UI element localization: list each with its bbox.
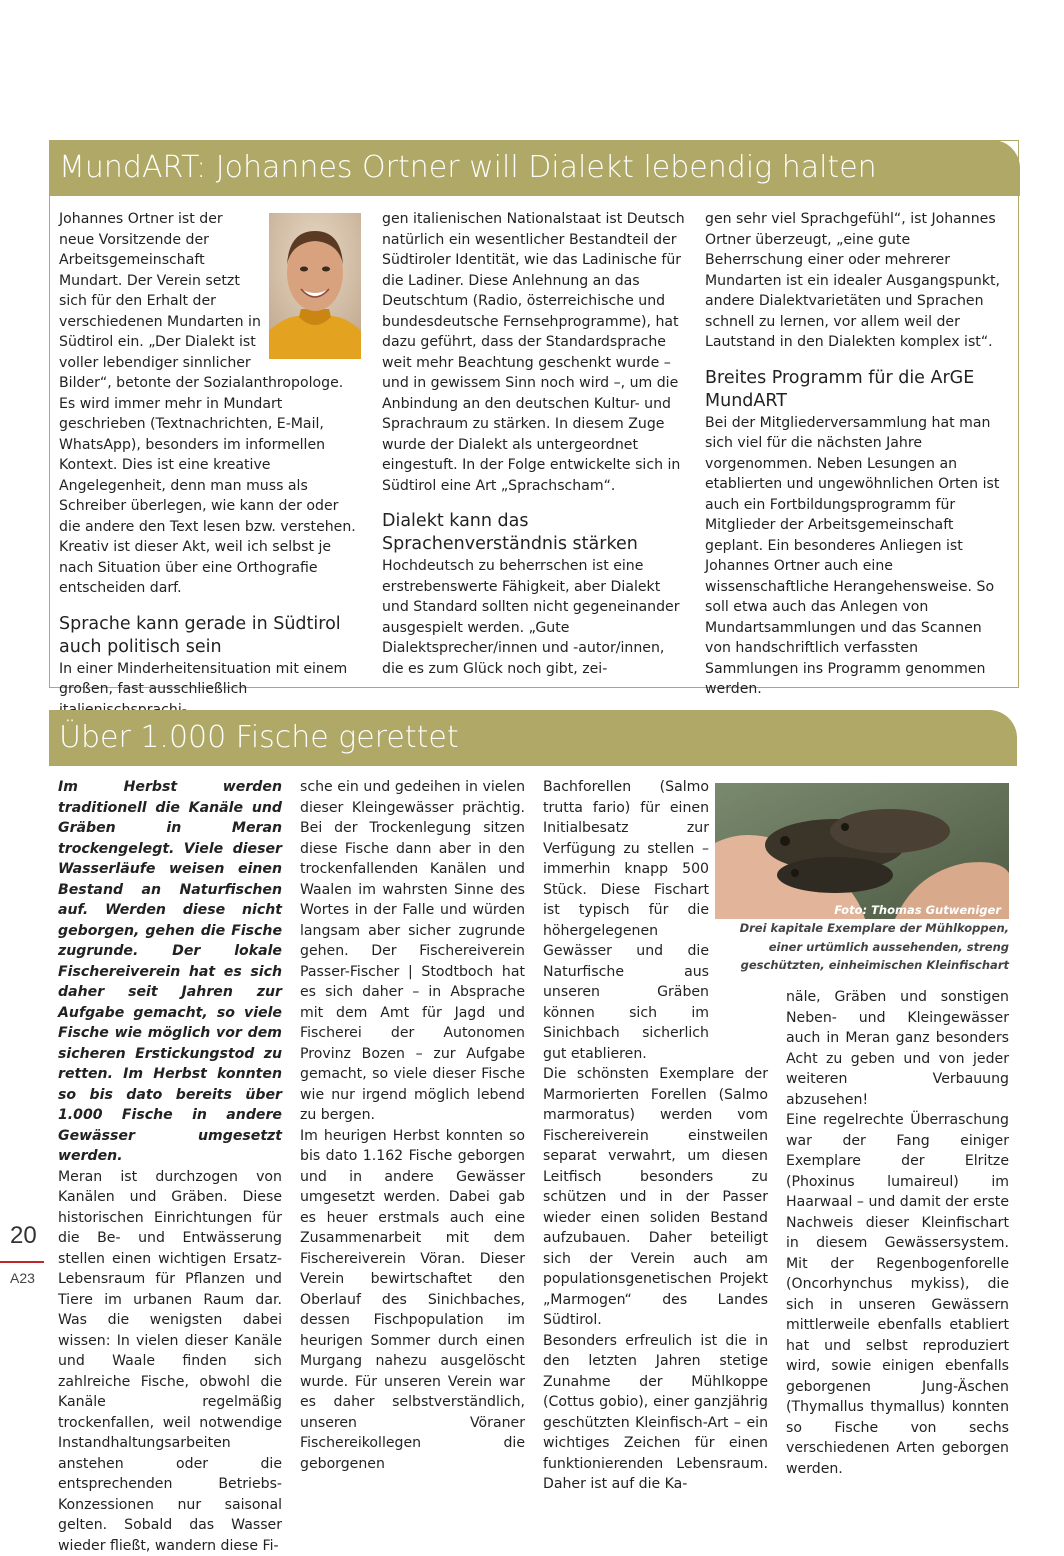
page-number: 20 bbox=[10, 1222, 37, 1250]
article-title: MundART: Johannes Ortner will Dialekt lebendig halten bbox=[49, 140, 1020, 196]
photo-caption: Drei kapitale Exemplare der Mühlkoppen, einer urtümlich aussehenden, streng geschützten, einheimischen Kleinfischart bbox=[715, 919, 1009, 975]
paragraph: Es wird immer mehr in Mundart geschrieben (Textnachrichten, E-Mail, WhatsApp), besonders im informellen Kontext. Dies ist eine kreative Angelegenheit, denn man muss als Schreiber überlegen, wie kann der oder die andere den Text lesen bzw. verstehen. Kreativ ist dieser Akt, weil ich selbst je nach Situation über eine Orthografie entscheiden darf. bbox=[59, 394, 361, 599]
photo-credit: Foto: Thomas Gutweniger bbox=[834, 903, 1001, 917]
portrait-photo bbox=[269, 213, 361, 359]
paragraph: Meran ist durchzogen von Kanälen und Gräben. Diese historischen Einrichtungen für die Be- und Entwässerung stellen einen wichtigen Ersatz-Lebensraum für Pflanzen und Tiere im urbanen Raum dar. Was die wenigsten dabei wissen: In vielen dieser Kanäle und Waale finden sich zahlreiche Fische, obwohl die Kanäle regelmäßig trockenfallen, weil notwendige Instandhaltungsarbeiten anstehen oder die entsprechenden Betriebs-Konzessionen nur saisonal gelten. Sobald das Wasser wieder fließt, wandern diese Fi- bbox=[58, 1167, 282, 1556]
paragraph: Hochdeutsch zu beherrschen ist eine erstrebenswerte Fähigkeit, aber Dialekt und Standard sollten nicht gegeneinander ausgespielt werden. „Gute Dialektsprecher/innen und -autor/innen, die es zum Glück noch gibt, zei- bbox=[382, 556, 688, 679]
paragraph: näle, Gräben und sonstigen Neben- und Kleingewässer auch in Meran ganz besonders Acht zu geben und von jeder weiteren Verbauung abzusehen! bbox=[786, 987, 1009, 1110]
page-number-rule bbox=[0, 1261, 44, 1263]
subheading: Dialekt kann das Sprachenverständnis stärken bbox=[382, 510, 688, 556]
paragraph: Die schönsten Exemplare der Marmorierten Forellen (Salmo marmoratus) werden vom Fischereiverein einstweilen separat verwahrt, um diesen Leitfisch besonders zu schützen und in der Passer wieder einen soliden Bestand aufzubauen. Daher beteiligt sich der Verein auch am populationsgenetischen Projekt „Marmogen“ des Landes Südtirol. bbox=[543, 1064, 768, 1331]
paragraph: Bachforellen (Salmo trutta fario) für einen Initialbesatz zur Verfügung zu stellen – immerhin knapp 500 Stück. Diese Fischart ist typisch für die höhergelegenen Gewässer und die Naturfische aus unseren Gräben können sich im Sinichbach sicherlich gut etablieren. bbox=[543, 777, 709, 1064]
paragraph: Eine regelrechte Überraschung war der Fang einiger Exemplare der Elritze (Phoxinus lumaireul) im Haarwaal – und damit der erste Nachweis dieser Kleinfischart in diesem Gewässersystem. Mit der Regenbogenforelle (Oncorhynchus mykiss), die sich in unseren Gewässern mittlerweile ebenfalls etabliert hat und selbst reproduziert wird, sowie einigen ebenfalls geborgenen Jung-Äschen (Thymallus thymallus) konnten so Fische von sechs verschiedenen Arten geborgen werden. bbox=[786, 1110, 1009, 1479]
article-column-2 bbox=[300, 777, 525, 1474]
paragraph: sche ein und gedeihen in vielen dieser Kleingewässer prächtig. Bei der Trockenlegung sitzen diese Fische dann aber in den trockenfallenden Kanälen und Waalen im wahrsten Sinne des Wortes in der Falle und würden langsam aber sicher zugrunde gehen. Der Fischereiverein Passer-Fischer | Stodtboch hat es sich daher – in Absprache mit dem Amt für Jagd und Fischerei der Autonomen Provinz Bozen – zur Aufgabe gemacht, so viele dieser Fische wie nur irgend möglich lebend zu bergen. bbox=[300, 777, 525, 1126]
paragraph: In einer Minderheitensituation mit einem großen, fast ausschließlich bbox=[59, 659, 361, 721]
paragraph: gen sehr viel Sprachgefühl“, ist Johannes Ortner überzeugt, „eine gute Beherrschung einer oder mehrerer Mundarten ist ein idealer Ausgangspunkt, andere Dialektvarietäten und Sprachen schnell zu lernen, vor allem weil der Lautstand in den Dialekten komplex ist“. bbox=[705, 209, 1009, 353]
paragraph: gen italienischen Nationalstaat ist Deutsch natürlich ein wesentlicher Bestandteil der Südtiroler Identität, wie das Ladinische für die Ladiner. Diese Anlehnung an das Deutschtum (Radio, österreichische und bundesdeutsche Fernsehprogramme), hat dazu geführt, dass der Standardsprache weit mehr Beachtung geschenkt wurde – und in gewissem Sinn noch wird –, um die Anbindung an den deutschen Kultur- und Sprachraum zu stärken. In diesem Zuge wurde der Dialekt als untergeordnet eingestuft. In der Folge entwickelte sich in Südtirol eine Art „Sprachscham“. bbox=[382, 209, 688, 496]
article-mundart bbox=[49, 140, 1019, 688]
subheading: Sprache kann gerade in Südtirol auch politisch sein bbox=[59, 613, 361, 659]
lead-paragraph: Im Herbst werden traditionell die Kanäle und Gräben in Meran trockengelegt. Viele dieser Wasserläufe weisen einen Bestand an Naturfischen auf. Werden diese nicht geborgen, gehen die Fische zugrunde. Der lokale Fischereiverein hat es sich daher seit Jahren zur Aufgabe gemacht, so viele Fische wie möglich vor dem sicheren Erstickungstod zu retten. Im Herbst konnten so bis dato bereits über 1.000 Fische in andere Gewässer umgesetzt werden. bbox=[58, 777, 282, 1167]
fish-photo-image bbox=[715, 783, 1009, 919]
paragraph: Besonders erfreulich ist die in den letzten Jahren stetige Zunahme der Mühlkoppe (Cottus gobio), einer ganzjährig geschützten Kleinfisch-Art – ein wichtiges Zeichen für einen funktionierenden Lebensraum. Daher ist auf die Ka- bbox=[543, 1331, 768, 1495]
article-column-3 bbox=[705, 209, 1009, 700]
fish-photo bbox=[715, 783, 1009, 919]
page-code: A23 bbox=[10, 1270, 35, 1286]
article-title: Über 1.000 Fische gerettet bbox=[49, 710, 1017, 766]
paragraph: Im heurigen Herbst konnten so bis dato 1.162 Fische geborgen und in andere Gewässer umgesetzt werden. Dabei gab es heuer erstmals auch eine Zusammenarbeit mit dem Fischereiverein Vöran. Dieser Verein bewirtschaftet den Oberlauf des Sinichbaches, dessen Fischpopulation im heurigen Sommer durch einen Murgang nahezu ausgelöscht wurde. Für unseren Verein war es daher selbstverständlich, unseren Vöraner Fischereikollegen die geborgenen bbox=[300, 1126, 525, 1475]
article-column-1 bbox=[59, 209, 361, 720]
subheading: Breites Programm für die ArGE MundART bbox=[705, 367, 1009, 413]
article-fische bbox=[49, 710, 1019, 1470]
article-column-4 bbox=[786, 987, 1009, 1479]
article-column-2 bbox=[382, 209, 688, 679]
paragraph: Johannes Ortner ist der neue Vorsitzende der Arbeitsgemeinschaft Mundart. Der Verein setzt sich für den Erhalt der verschiedenen Mundarten in Südtirol ein. „Der Dialekt ist voller lebendiger sinnlicher Bilder“, betonte der Sozialanthropologe. bbox=[59, 209, 361, 394]
paragraph: Bei der Mitgliederversammlung hat man sich viel für die nächsten Jahre vorgenommen. Neben Lesungen an etablierten und ungewöhnlichen Orten ist auch ein Fortbildungsprogramm für Mitglieder der Arbeitsgemeinschaft geplant. Ein besonderes Anliegen ist Johannes Ortner auch eine wissenschaftliche Herangehensweise. So soll etwa auch das Anlegen von Mundartsammlungen und das Scannen von handschriftlich verfassten Sammlungen ins Programm genommen werden. bbox=[705, 413, 1009, 700]
article-column-1 bbox=[58, 777, 282, 1556]
